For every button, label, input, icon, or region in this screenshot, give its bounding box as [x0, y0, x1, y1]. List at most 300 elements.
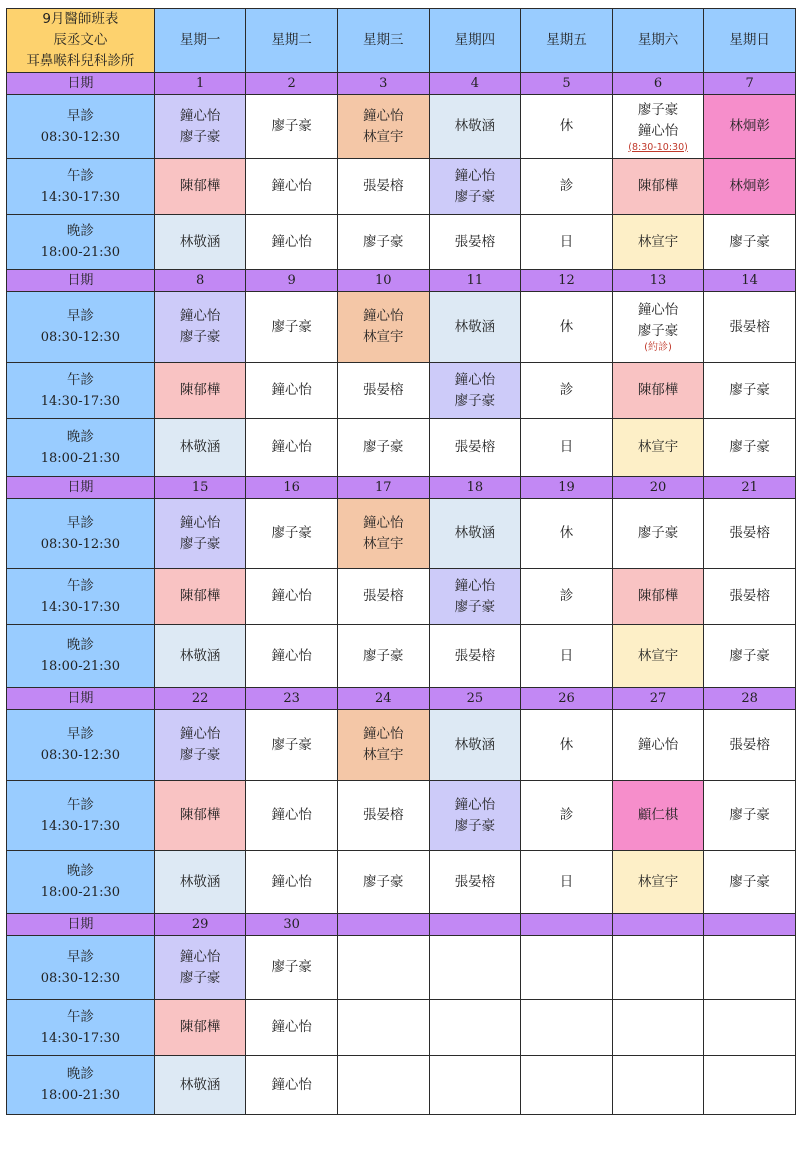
shift-cell	[612, 710, 704, 781]
shift-cell	[337, 936, 429, 1000]
doctor-name: 鐘心怡	[454, 796, 496, 813]
doctor-name: 廖子豪	[729, 382, 770, 398]
slot-name: 早診	[66, 514, 94, 531]
slot-label-morning	[7, 710, 155, 781]
date-cell: 3	[337, 73, 429, 95]
slot-label-afternoon	[7, 569, 155, 625]
closed-cell: 日	[521, 215, 613, 270]
slot-time: 14:30-17:30	[40, 1030, 121, 1046]
slot-row-evening	[7, 851, 796, 914]
closed-cell: 休	[521, 95, 613, 159]
shift-cell	[246, 292, 338, 363]
doctor-name: 張晏榕	[363, 807, 404, 823]
shift-cell	[154, 625, 246, 688]
date-cell: 22	[154, 688, 246, 710]
slot-time: 14:30-17:30	[40, 189, 121, 205]
date-cell: 5	[521, 73, 613, 95]
doctor-name: 林宣宇	[363, 128, 404, 145]
shift-cell	[154, 363, 246, 419]
shift-cell	[246, 215, 338, 270]
date-cell: 15	[154, 477, 246, 499]
doctor-name: 陳郁樺	[179, 178, 221, 194]
shift-cell	[612, 1056, 704, 1115]
weekday-header-fri: 星期五	[521, 9, 613, 73]
slot-time: 14:30-17:30	[40, 818, 121, 834]
date-row	[7, 477, 796, 499]
slot-label-morning	[7, 936, 155, 1000]
slot-row-afternoon	[7, 159, 796, 215]
shift-cell	[154, 1000, 246, 1056]
doctor-name: 林宣宇	[637, 647, 679, 664]
date-row	[7, 270, 796, 292]
shift-cell	[704, 851, 796, 914]
doctor-name: 陳郁樺	[179, 1019, 221, 1035]
slot-name: 晚診	[66, 863, 94, 879]
slot-row-afternoon	[7, 569, 796, 625]
date-cell: 10	[337, 270, 429, 292]
slot-label-evening	[7, 419, 155, 477]
slot-label-morning	[7, 95, 155, 159]
doctor-name: 廖子豪	[179, 329, 221, 345]
closed-cell: 診	[521, 159, 613, 215]
shift-cell	[429, 419, 521, 477]
shift-cell	[704, 936, 796, 1000]
date-cell: 4	[429, 73, 521, 95]
shift-cell	[246, 710, 338, 781]
doctor-name: 林敬涵	[179, 1076, 221, 1093]
slot-label-evening	[7, 625, 155, 688]
doctor-name: 鐘心怡	[271, 588, 312, 604]
shift-cell	[154, 159, 246, 215]
shift-cell	[612, 936, 704, 1000]
doctor-name: 廖子豪	[363, 233, 404, 250]
slot-time: 18:00-21:30	[40, 1088, 121, 1103]
slot-time: 08:30-12:30	[40, 748, 121, 763]
shift-cell	[246, 569, 338, 625]
closed-cell: 日	[521, 419, 613, 477]
shift-cell	[246, 363, 338, 419]
shift-cell	[704, 499, 796, 569]
date-cell: 29	[154, 914, 246, 936]
doctor-name: 廖子豪	[637, 101, 679, 118]
shift-cell	[154, 95, 246, 159]
doctor-name: 廖子豪	[729, 233, 770, 250]
doctor-name: 鐘心怡	[363, 107, 404, 124]
slot-time: 08:30-12:30	[40, 536, 121, 552]
doctor-name: 林敬涵	[179, 233, 221, 250]
shift-cell	[612, 95, 704, 159]
shift-cell	[612, 569, 704, 625]
slot-label-afternoon	[7, 1000, 155, 1056]
doctor-name: 鐘心怡	[179, 107, 221, 124]
shift-cell	[246, 1056, 338, 1115]
slot-time: 18:00-21:30	[40, 450, 121, 466]
shift-cell	[154, 292, 246, 363]
schedule-table	[6, 8, 796, 1115]
doctor-name: 鐘心怡	[271, 807, 312, 823]
shift-cell	[337, 1000, 429, 1056]
shift-cell	[246, 95, 338, 159]
date-cell: 17	[337, 477, 429, 499]
shift-cell	[704, 569, 796, 625]
weekday-header-thu: 星期四	[429, 9, 521, 73]
doctor-name: 廖子豪	[179, 747, 221, 763]
title-line-3: 耳鼻喉科兒科診所	[26, 53, 135, 69]
doctor-name: 鐘心怡	[637, 302, 679, 318]
weekday-header-sat: 星期六	[612, 9, 704, 73]
doctor-name: 張晏榕	[454, 439, 496, 455]
doctor-name: 鐘心怡	[454, 167, 496, 184]
date-cell: 26	[521, 688, 613, 710]
doctor-name: 鐘心怡	[363, 726, 404, 742]
slot-label-afternoon	[7, 781, 155, 851]
shift-cell	[246, 159, 338, 215]
slot-label-afternoon	[7, 159, 155, 215]
shift-cell	[429, 363, 521, 419]
doctor-name: 林炯彰	[729, 178, 770, 194]
shift-cell	[154, 1056, 246, 1115]
slot-label-morning	[7, 499, 155, 569]
doctor-name: 鐘心怡	[637, 736, 679, 753]
shift-cell	[429, 851, 521, 914]
date-cell: 23	[246, 688, 338, 710]
schedule-title	[7, 9, 155, 73]
slot-name: 早診	[66, 948, 94, 965]
slot-name: 午診	[66, 796, 94, 813]
shift-cell	[337, 292, 429, 363]
date-cell: 7	[704, 73, 796, 95]
closed-cell: 診	[521, 363, 613, 419]
shift-cell	[612, 363, 704, 419]
doctor-name: 鐘心怡	[271, 873, 312, 890]
date-cell: 14	[704, 270, 796, 292]
doctor-name: 張晏榕	[363, 178, 404, 194]
doctor-name: 張晏榕	[729, 588, 770, 604]
shift-cell	[704, 159, 796, 215]
date-label: 日期	[7, 688, 155, 710]
doctor-name: 陳郁樺	[179, 588, 221, 604]
doctor-name: 林宣宇	[637, 233, 679, 250]
shift-cell	[154, 851, 246, 914]
doctor-name: 鐘心怡	[271, 1076, 312, 1093]
closed-cell: 日	[521, 625, 613, 688]
doctor-name: 林敬涵	[454, 525, 496, 541]
doctor-name: 鐘心怡	[179, 726, 221, 742]
doctor-name: 鐘心怡	[271, 647, 312, 664]
doctor-name: 廖子豪	[271, 736, 312, 753]
doctor-name: 鐘心怡	[271, 233, 312, 250]
doctor-name: 廖子豪	[729, 807, 770, 823]
shift-cell	[154, 419, 246, 477]
shift-cell	[337, 710, 429, 781]
shift-cell	[704, 625, 796, 688]
shift-cell	[246, 499, 338, 569]
date-cell: 2	[246, 73, 338, 95]
date-cell: 16	[246, 477, 338, 499]
shift-cell	[429, 1000, 521, 1056]
shift-cell	[154, 215, 246, 270]
doctor-name: 林宣宇	[637, 873, 679, 890]
doctor-name: 林敬涵	[454, 736, 496, 753]
slot-time: 18:00-21:30	[40, 885, 121, 900]
shift-cell	[429, 781, 521, 851]
date-row	[7, 914, 796, 936]
doctor-name: 鐘心怡	[179, 514, 221, 531]
doctor-name: 廖子豪	[271, 525, 312, 541]
shift-cell	[521, 1000, 613, 1056]
doctor-name: 廖子豪	[179, 969, 221, 986]
slot-label-evening	[7, 215, 155, 270]
slot-time: 08:30-12:30	[40, 330, 121, 345]
slot-row-evening	[7, 625, 796, 688]
doctor-name: 廖子豪	[179, 535, 221, 552]
shift-cell	[429, 1056, 521, 1115]
date-cell: 13	[612, 270, 704, 292]
shift-cell	[612, 625, 704, 688]
doctor-name: 張晏榕	[363, 382, 404, 398]
shift-cell	[704, 292, 796, 363]
doctor-name: 鐘心怡	[363, 308, 404, 324]
slot-row-morning	[7, 499, 796, 569]
date-cell	[429, 914, 521, 936]
slot-name: 晚診	[66, 637, 94, 653]
shift-cell	[704, 363, 796, 419]
doctor-name: 陳郁樺	[637, 178, 679, 194]
doctor-name: 陳郁樺	[637, 588, 679, 604]
slot-name: 午診	[66, 1008, 94, 1025]
doctor-name: 陳郁樺	[179, 382, 221, 398]
doctor-name: 廖子豪	[729, 647, 770, 664]
date-cell: 6	[612, 73, 704, 95]
shift-cell	[154, 569, 246, 625]
doctor-name: 鐘心怡	[637, 122, 679, 139]
shift-cell	[429, 215, 521, 270]
doctor-name: 廖子豪	[363, 439, 404, 455]
doctor-name: 廖子豪	[271, 959, 312, 975]
shift-cell	[704, 710, 796, 781]
date-cell: 24	[337, 688, 429, 710]
doctor-name: 林敬涵	[454, 118, 496, 134]
shift-cell	[246, 851, 338, 914]
date-cell: 8	[154, 270, 246, 292]
doctor-name: 張晏榕	[454, 233, 496, 250]
weekday-header-wed: 星期三	[337, 9, 429, 73]
doctor-name: 廖子豪	[363, 647, 404, 664]
shift-cell	[337, 851, 429, 914]
shift-cell	[154, 499, 246, 569]
date-cell: 27	[612, 688, 704, 710]
date-cell	[337, 914, 429, 936]
shift-cell	[429, 569, 521, 625]
shift-cell	[429, 292, 521, 363]
slot-row-morning	[7, 936, 796, 1000]
shift-cell	[612, 159, 704, 215]
doctor-name: 鐘心怡	[271, 439, 312, 455]
doctor-name: 廖子豪	[454, 188, 496, 205]
slot-row-afternoon	[7, 1000, 796, 1056]
doctor-name: 廖子豪	[363, 873, 404, 890]
shift-cell	[337, 569, 429, 625]
doctor-name: 張晏榕	[454, 647, 496, 664]
doctor-name: 林宣宇	[363, 747, 404, 763]
weekday-header-tue: 星期二	[246, 9, 338, 73]
slot-name: 晚診	[66, 1066, 94, 1082]
shift-cell	[337, 781, 429, 851]
slot-name: 晚診	[66, 428, 94, 445]
doctor-name: 廖子豪	[179, 128, 221, 145]
doctor-name: 廖子豪	[454, 598, 496, 615]
shift-cell	[246, 781, 338, 851]
doctor-name: 鐘心怡	[179, 948, 221, 965]
date-cell: 11	[429, 270, 521, 292]
slot-name: 午診	[66, 577, 94, 594]
shift-cell	[704, 1056, 796, 1115]
doctor-name: 陳郁樺	[179, 807, 221, 823]
shift-cell	[154, 781, 246, 851]
date-cell	[521, 914, 613, 936]
doctor-name: 顧仁棋	[637, 807, 679, 823]
shift-cell	[704, 781, 796, 851]
shift-cell	[429, 95, 521, 159]
shift-cell	[337, 419, 429, 477]
slot-time: 08:30-12:30	[40, 970, 121, 986]
closed-cell: 休	[521, 499, 613, 569]
shift-cell	[704, 95, 796, 159]
shift-cell	[337, 95, 429, 159]
date-cell: 28	[704, 688, 796, 710]
date-cell: 1	[154, 73, 246, 95]
weekday-header-mon: 星期一	[154, 9, 246, 73]
slot-time: 14:30-17:30	[40, 393, 121, 409]
slot-row-evening	[7, 215, 796, 270]
date-label: 日期	[7, 477, 155, 499]
shift-cell	[337, 363, 429, 419]
date-cell: 18	[429, 477, 521, 499]
doctor-name: 廖子豪	[729, 873, 770, 890]
slot-label-evening	[7, 1056, 155, 1115]
shift-cell	[612, 851, 704, 914]
slot-time: 18:00-21:30	[40, 659, 121, 674]
doctor-name: 張晏榕	[729, 525, 770, 541]
date-cell: 30	[246, 914, 338, 936]
doctor-name: 林宣宇	[363, 329, 404, 345]
shift-cell	[704, 1000, 796, 1056]
slot-row-morning	[7, 710, 796, 781]
doctor-name: 張晏榕	[363, 588, 404, 604]
date-label: 日期	[7, 914, 155, 936]
shift-cell	[429, 936, 521, 1000]
date-cell: 20	[612, 477, 704, 499]
date-label: 日期	[7, 73, 155, 95]
shift-cell	[429, 710, 521, 781]
doctor-name: 林宣宇	[637, 439, 679, 455]
doctor-name: 廖子豪	[271, 118, 312, 134]
slot-name: 午診	[66, 167, 94, 184]
date-cell: 12	[521, 270, 613, 292]
date-row	[7, 73, 796, 95]
shift-cell	[521, 1056, 613, 1115]
doctor-name: 林宣宇	[363, 535, 404, 552]
shift-cell	[612, 1000, 704, 1056]
date-label: 日期	[7, 270, 155, 292]
shift-cell	[154, 710, 246, 781]
doctor-name: 林敬涵	[454, 318, 496, 335]
doctor-name: 鐘心怡	[271, 178, 312, 194]
title-line-2: 辰丞文心	[53, 32, 108, 48]
shift-cell	[337, 499, 429, 569]
doctor-name: 鐘心怡	[271, 382, 312, 398]
slot-row-afternoon	[7, 363, 796, 419]
slot-time: 08:30-12:30	[40, 129, 121, 145]
slot-row-evening	[7, 419, 796, 477]
shift-cell	[429, 159, 521, 215]
closed-cell: 診	[521, 569, 613, 625]
doctor-name: 林炯彰	[729, 118, 770, 134]
shift-cell	[612, 215, 704, 270]
closed-cell: 日	[521, 851, 613, 914]
doctor-name: 林敬涵	[179, 647, 221, 664]
slot-row-evening	[7, 1056, 796, 1115]
slot-name: 早診	[66, 726, 94, 742]
doctor-name: 林敬涵	[179, 873, 221, 890]
slot-row-morning	[7, 292, 796, 363]
date-cell	[704, 914, 796, 936]
closed-cell: 休	[521, 710, 613, 781]
shift-note: (約診)	[644, 342, 672, 353]
doctor-name: 廖子豪	[454, 817, 496, 834]
slot-row-afternoon	[7, 781, 796, 851]
shift-cell	[704, 419, 796, 477]
header-row	[7, 9, 796, 73]
doctor-name: 陳郁樺	[637, 382, 679, 398]
doctor-name: 廖子豪	[271, 318, 312, 335]
doctor-name: 鐘心怡	[454, 371, 496, 388]
shift-cell	[612, 292, 704, 363]
shift-cell	[612, 781, 704, 851]
date-cell: 19	[521, 477, 613, 499]
shift-cell	[337, 625, 429, 688]
doctor-name: 廖子豪	[729, 439, 770, 455]
doctor-name: 廖子豪	[637, 323, 679, 339]
shift-cell	[246, 625, 338, 688]
slot-name: 晚診	[66, 223, 94, 239]
shift-note: (8:30-10:30)	[628, 141, 688, 153]
weekday-header-sun: 星期日	[704, 9, 796, 73]
shift-cell	[429, 499, 521, 569]
slot-row-morning	[7, 95, 796, 159]
doctor-name: 鐘心怡	[179, 308, 221, 324]
date-cell: 21	[704, 477, 796, 499]
shift-cell	[154, 936, 246, 1000]
shift-cell	[337, 215, 429, 270]
doctor-name: 鐘心怡	[271, 1019, 312, 1035]
closed-cell: 休	[521, 292, 613, 363]
doctor-name: 廖子豪	[637, 525, 679, 541]
shift-cell	[704, 215, 796, 270]
doctor-name: 廖子豪	[454, 392, 496, 409]
date-cell	[612, 914, 704, 936]
slot-label-afternoon	[7, 363, 155, 419]
date-cell: 9	[246, 270, 338, 292]
slot-name: 午診	[66, 371, 94, 388]
doctor-name: 鐘心怡	[363, 514, 404, 531]
shift-cell	[246, 936, 338, 1000]
date-row	[7, 688, 796, 710]
shift-cell	[337, 1056, 429, 1115]
shift-cell	[246, 1000, 338, 1056]
slot-label-evening	[7, 851, 155, 914]
shift-cell	[337, 159, 429, 215]
